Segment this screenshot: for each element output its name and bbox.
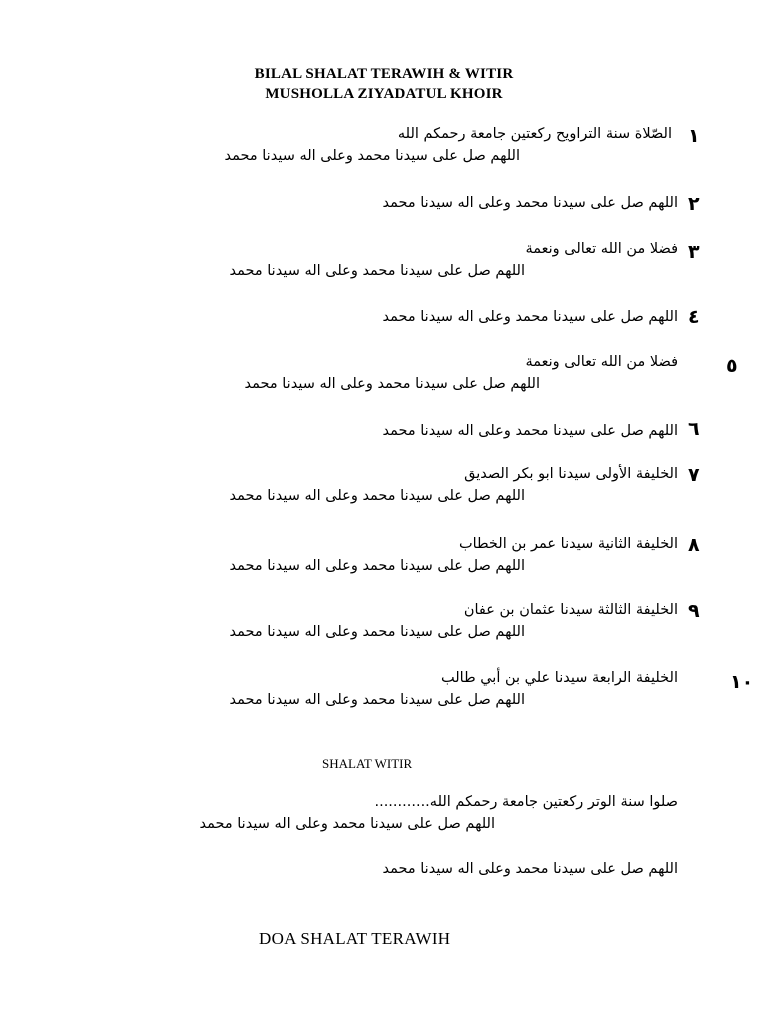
item-8-line-2: اللهم صل على سيدنا محمد وعلى اله سيدنا محمد — [229, 558, 525, 574]
item-4-line-1: اللهم صل على سيدنا محمد وعلى اله سيدنا محمد — [382, 309, 678, 325]
witir-line-3: اللهم صل على سيدنا محمد وعلى اله سيدنا محمد — [382, 861, 678, 877]
item-number-10: ١٠ — [730, 671, 754, 693]
item-number-8: ٨ — [688, 534, 700, 556]
item-9-line-1: الخليفة الثالثة سيدنا عثمان بن عفان — [463, 602, 678, 618]
item-number-7: ٧ — [688, 464, 700, 486]
item-10-line-2: اللهم صل على سيدنا محمد وعلى اله سيدنا محمد — [229, 692, 525, 708]
item-number-5: ٥ — [726, 355, 738, 377]
item-7-line-1: الخليفة الأولى سيدنا ابو بكر الصديق — [464, 466, 678, 482]
item-number-3: ٣ — [688, 241, 700, 263]
item-6-line-1: اللهم صل على سيدنا محمد وعلى اله سيدنا محمد — [382, 423, 678, 439]
item-5-line-1: فضلا من الله تعالى ونعمة — [525, 354, 678, 370]
item-9-line-2: اللهم صل على سيدنا محمد وعلى اله سيدنا محمد — [229, 624, 525, 640]
item-5-line-2: اللهم صل على سيدنا محمد وعلى اله سيدنا محمد — [244, 376, 540, 392]
item-number-6: ٦ — [688, 418, 700, 440]
item-7-line-2: اللهم صل على سيدنا محمد وعلى اله سيدنا محمد — [229, 488, 525, 504]
item-number-1: ١ — [688, 125, 700, 147]
item-number-2: ٢ — [688, 193, 700, 215]
witir-line-2: اللهم صل على سيدنا محمد وعلى اله سيدنا محمد — [199, 816, 495, 832]
item-10-line-1: الخليفة الرابعة سيدنا علي بن أبي طالب — [441, 670, 678, 686]
item-3-line-1: فضلا من الله تعالى ونعمة — [525, 241, 678, 257]
witir-heading: SHALAT WITIR — [322, 756, 413, 771]
doa-heading: DOA SHALAT TERAWIH — [259, 929, 451, 948]
document-title-line-2: MUSHOLLA ZIYADATUL KHOIR — [265, 86, 503, 102]
item-3-line-2: اللهم صل على سيدنا محمد وعلى اله سيدنا محمد — [229, 263, 525, 279]
item-number-4: ٤ — [688, 306, 700, 328]
item-8-line-1: الخليفة الثانية سيدنا عمر بن الخطاب — [458, 536, 678, 552]
item-1-line-2: اللهم صل على سيدنا محمد وعلى اله سيدنا محمد — [224, 148, 520, 164]
item-2-line-1: اللهم صل على سيدنا محمد وعلى اله سيدنا محمد — [382, 195, 678, 211]
item-number-9: ٩ — [688, 600, 700, 622]
document-title-line-1: BILAL SHALAT TERAWIH & WITIR — [254, 66, 514, 82]
item-1-line-1: الصّلاة سنة التراويح ركعتين جامعة رحمكم الله — [397, 126, 672, 142]
witir-line-1: صلوا سنة الوتر ركعتين جامعة رحمكم الله............ — [374, 794, 678, 810]
